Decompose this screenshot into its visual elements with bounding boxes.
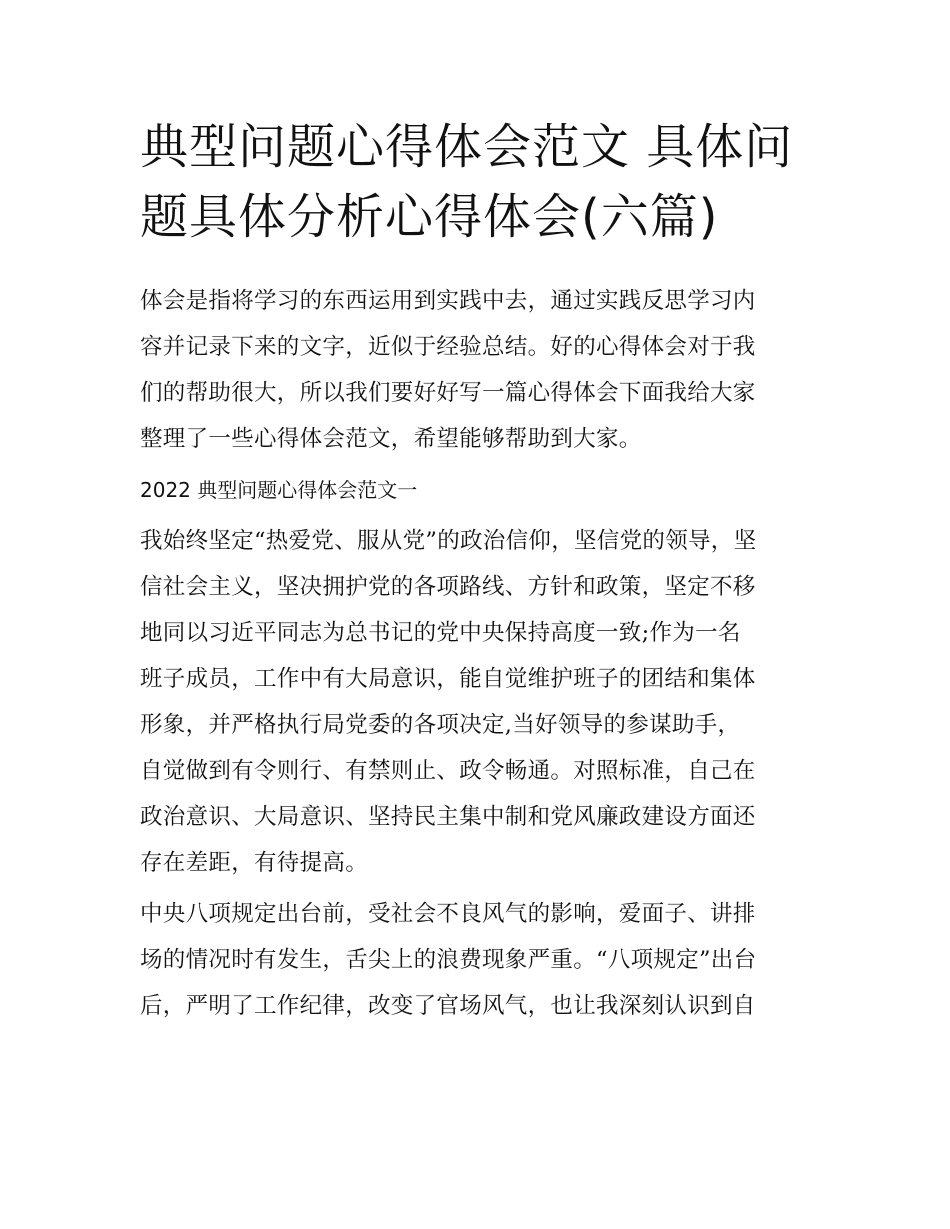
text-line: 场的情况时有发生，舌尖上的浪费现象严重。“八项规定”出台 <box>140 947 757 973</box>
text-line: 容并记录下来的文字，近似于经验总结。好的心得体会对于我 <box>140 334 756 360</box>
text-line: 体会是指将学习的东西运用到实践中去，通过实践反思学习内 <box>140 288 756 314</box>
text-line: 自觉做到有令则行、有禁则止、政令畅通。对照标准，自己在 <box>140 758 756 784</box>
text-line: 信社会主义，坚决拥护党的各项路线、方针和政策，坚定不移 <box>140 574 756 600</box>
body-paragraph-1 <box>140 518 820 886</box>
text-line: 中央八项规定出台前，受社会不良风气的影响，爱面子、讲排 <box>140 901 756 927</box>
section-heading: 2022 典型问题心得体会范文一 <box>140 478 418 502</box>
text-line: 我始终坚定“热爱党、服从党”的政治信仰，坚信党的领导，坚 <box>140 528 757 554</box>
title-line: 典型问题心得体会范文 具体问 <box>140 119 794 175</box>
text-line: 存在差距，有待提高。 <box>140 850 369 876</box>
body-paragraph-2 <box>140 891 820 1029</box>
intro-paragraph <box>140 278 820 462</box>
text-line: 们的帮助很大，所以我们要好好写一篇心得体会下面我给大家 <box>140 380 756 406</box>
document-title <box>140 112 820 252</box>
text-line: 班子成员，工作中有大局意识，能自觉维护班子的团结和集体 <box>140 666 756 692</box>
title-line: 题具体分析心得体会(六篇) <box>140 189 719 245</box>
text-line: 形象，并严格执行局党委的各项决定,当好领导的参谋助手， <box>140 712 741 738</box>
text-line: 后，严明了工作纪律，改变了官场风气，也让我深刻认识到自 <box>140 993 756 1019</box>
text-line: 政治意识、大局意识、坚持民主集中制和党风廉政建设方面还 <box>140 804 756 830</box>
text-line: 地同以习近平同志为总书记的党中央保持高度一致;作为一名 <box>140 620 741 646</box>
document-body <box>140 278 820 1034</box>
text-line: 整理了一些心得体会范文，希望能够帮助到大家。 <box>140 426 642 452</box>
